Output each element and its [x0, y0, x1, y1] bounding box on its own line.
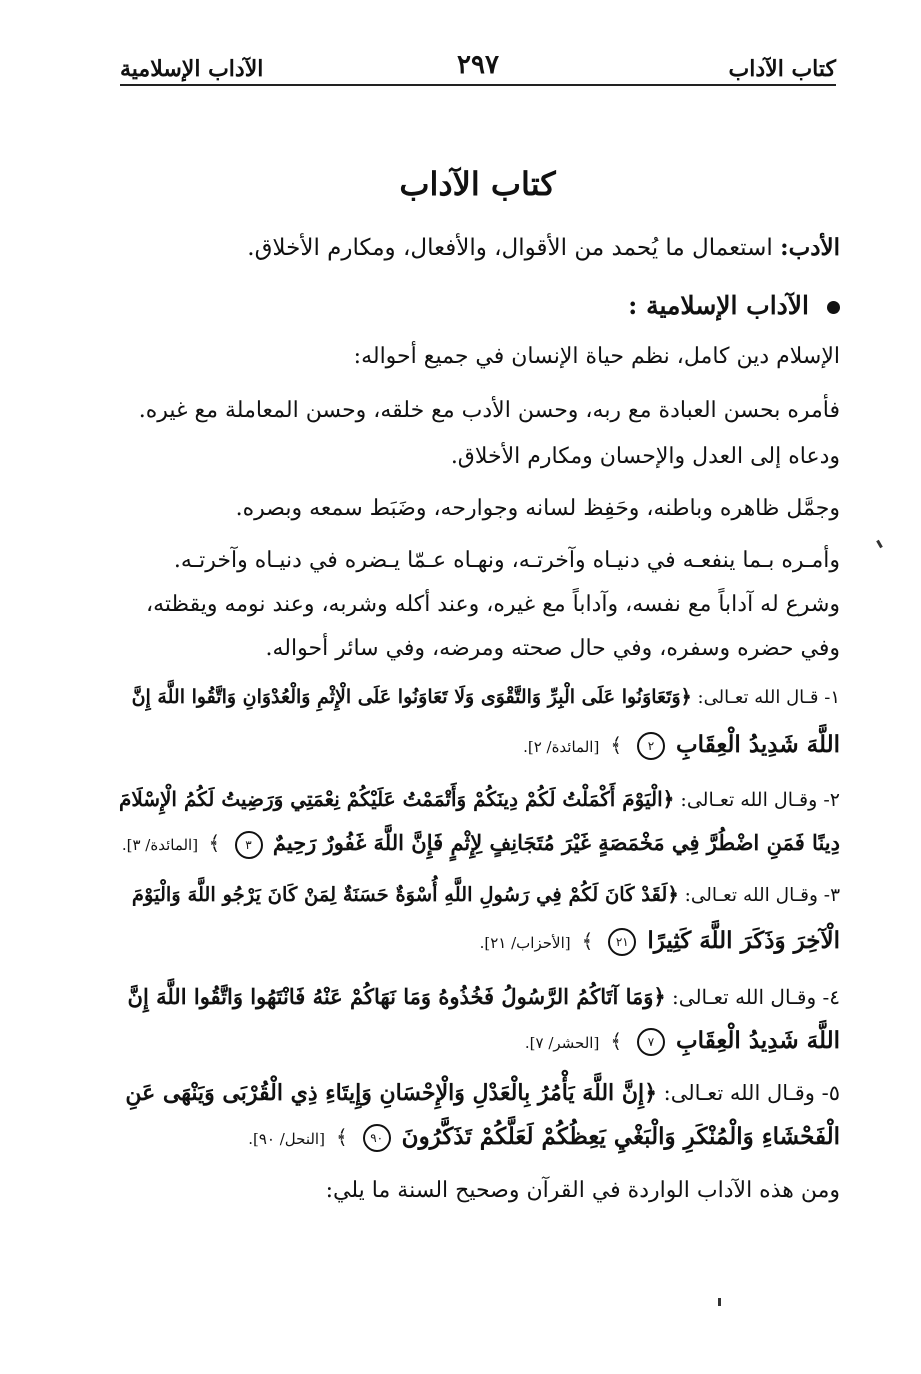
- definition: [247, 232, 840, 264]
- ayah-number-icon: ٧: [637, 1028, 665, 1056]
- verse-reference: [الحشر/ ٧].: [524, 1034, 600, 1052]
- page-number: ٢٩٧: [457, 50, 499, 80]
- closing-bracket: ﴾: [610, 733, 623, 757]
- verse-item: [132, 879, 840, 912]
- chapter-title: كتاب الآداب: [399, 165, 556, 203]
- verse-intro: ١- قـال الله تعـالى:: [691, 687, 840, 708]
- verse-continuation: [525, 1025, 840, 1059]
- verse-intro: ٤- وقـال الله تعـالى:: [665, 985, 840, 1009]
- paragraph: وفي حضره وسفره، وفي حال صحته ومرضه، وفي سائر أحواله.: [265, 636, 840, 661]
- verse-text: ﴿وَمَا آتَاكُمُ الرَّسُولُ فَخُذُوهُ وَمَا نَهَاكُمْ عَنْهُ فَانْتَهُوا وَاتَّقُوا اللَّهَ إِنَّ: [127, 984, 666, 1009]
- paragraph: وشرع له آداباً مع نفسه، وآداباً مع غيره، وعند أكله وشربه، وعند نومه ويقظته،: [146, 592, 840, 617]
- header-rule: [120, 84, 836, 86]
- paragraph: الإسلام دين كامل، نظم حياة الإنسان في جميع أحواله:: [353, 344, 840, 369]
- verse-intro: ٣- وقـال الله تعـالى:: [678, 885, 840, 906]
- verse-continuation: [122, 827, 840, 861]
- page-header: [120, 50, 836, 84]
- verse-text: اللَّهَ شَدِيدُ الْعِقَابِ: [676, 731, 840, 758]
- closing-paragraph: ومن هذه الآداب الواردة في القرآن وصحيح السنة ما يلي:: [325, 1178, 840, 1203]
- verse-intro: ٥- وقـال الله تعـالى:: [656, 1081, 840, 1105]
- header-chapter-title: كتاب الآداب: [728, 56, 836, 82]
- verse-item: [132, 681, 840, 714]
- verse-continuation: [480, 925, 840, 959]
- ayah-number-icon: ٢١: [608, 928, 636, 956]
- closing-bracket: ﴾: [610, 1029, 623, 1053]
- bullet-icon: [827, 301, 840, 314]
- header-section-title: الآداب الإسلامية: [120, 56, 264, 82]
- verse-text: ﴿الْيَوْمَ أَكْمَلْتُ لَكُمْ دِينَكُمْ وَأَتْمَمْتُ عَلَيْكُمْ نِعْمَتِي وَرَضِيتُ لَكُمُ الْإِسْلَامَ: [118, 787, 675, 811]
- ayah-number-icon: ٢: [637, 732, 665, 760]
- verse-reference: [المائدة/ ٣].: [121, 836, 199, 854]
- ayah-number-icon: ٣: [235, 831, 263, 859]
- verse-text: دِينًا فَمَنِ اضْطُرَّ فِي مَخْمَصَةٍ غَيْرَ مُتَجَانِفٍ لِإِثْمٍ فَإِنَّ اللَّهَ غَفُورٌ رَحِيمٌ: [272, 830, 840, 855]
- verse-reference: [المائدة/ ٢].: [523, 738, 600, 756]
- verse-item: [119, 783, 840, 816]
- definition-text: استعمال ما يُحمد من الأقوال، والأفعال، ومكارم الأخلاق.: [247, 235, 781, 261]
- verse-text: ﴿وَتَعَاوَنُوا عَلَى الْبِرِّ وَالتَّقْوَى وَلَا تَعَاوَنُوا عَلَى الْإِثْمِ وَالْعُدْوَانِ وَاتَّقُوا اللَّهَ إِنَّ: [131, 686, 692, 708]
- scan-speck: [876, 540, 883, 548]
- verse-item: [125, 1077, 840, 1109]
- ayah-number-icon: ٩٠: [363, 1124, 391, 1152]
- verse-intro: ٢- وقـال الله تعـالى:: [674, 789, 840, 811]
- closing-bracket: ﴾: [335, 1125, 348, 1149]
- verse-reference: [النحل/ ٩٠].: [248, 1130, 325, 1148]
- verse-reference: [الأحزاب/ ٢١].: [479, 934, 571, 952]
- closing-bracket: ﴾: [208, 831, 221, 855]
- verse-text: اللَّهَ شَدِيدُ الْعِقَابِ: [676, 1027, 840, 1054]
- definition-term: الأدب:: [780, 234, 840, 261]
- verse-text: ﴿لَقَدْ كَانَ لَكُمْ فِي رَسُولِ اللَّهِ أُسْوَةٌ حَسَنَةٌ لِمَنْ كَانَ يَرْجُو اللَّهَ وَالْيَوْمَ: [131, 883, 679, 906]
- section-heading: [628, 290, 840, 322]
- paragraph: وجمَّل ظاهره وباطنه، وحَفِظ لسانه وجوارحه، وضَبَط سمعه وبصره.: [235, 496, 840, 521]
- paragraph: وأمـره بـما ينفعـه في دنيـاه وآخرتـه، ونهـاه عـمّا يـضره في دنيـاه وآخرتـه.: [173, 548, 840, 573]
- closing-bracket: ﴾: [581, 929, 594, 953]
- paragraph: فأمره بحسن العبادة مع ربه، وحسن الأدب مع خلقه، وحسن المعاملة مع غيره.: [138, 398, 840, 423]
- paragraph: ودعاه إلى العدل والإحسان ومكارم الأخلاق.: [450, 444, 840, 469]
- verse-text: ﴿إِنَّ اللَّهَ يَأْمُرُ بِالْعَدْلِ وَالْإِحْسَانِ وَإِيتَاءِ ذِي الْقُرْبَى وَيَنْهَى عَنِ: [125, 1080, 657, 1106]
- verse-continuation: [248, 1121, 840, 1155]
- section-heading-text: الآداب الإسلامية :: [628, 291, 809, 320]
- verse-text: الْفَحْشَاءِ وَالْمُنْكَرِ وَالْبَغْيِ يَعِظُكُمْ لَعَلَّكُمْ تَذَكَّرُونَ: [401, 1123, 840, 1150]
- verse-text: الْآخِرَ وَذَكَرَ اللَّهَ كَثِيرًا: [647, 927, 840, 954]
- verse-item: [128, 981, 840, 1013]
- verse-continuation: [523, 729, 840, 763]
- scan-speck: [718, 1298, 721, 1306]
